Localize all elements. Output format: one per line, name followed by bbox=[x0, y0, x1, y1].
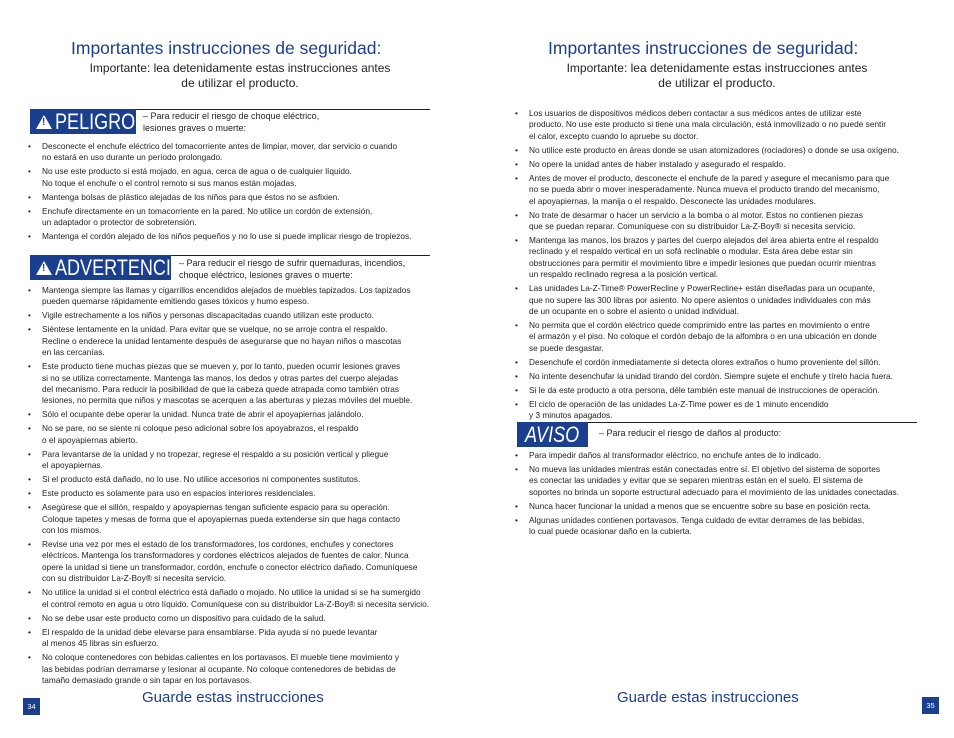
list-item: • Enchufe directamente en un tomacorriente en la pared. No utilice un cordón de extensión, un adaptador o protector de sobretensión. bbox=[26, 206, 456, 229]
page-subtitle: Importante: lea detenidamente estas instrucciones antes de utilizar el producto. bbox=[566, 61, 868, 90]
list-item: • Este producto tiene muchas piezas que se mueven y, por lo tanto, pueden ocurrir lesiones graves si no se utiliza correctamente. Mantenga las manos, los dedos y otras partes del cuerpo alejadas del mecanismo. Para reducir la posibilidad de que la cabeza quede atrapada como también otras lesiones, no permita que niños y mascotas se acerquen a las aberturas y piezas móviles del mueble. bbox=[26, 361, 456, 407]
list-item: • Si el producto está dañado, no lo use. No utilice accesorios ni componentes sustitutos. bbox=[26, 474, 456, 485]
aviso-list bbox=[513, 450, 933, 540]
list-item: • Revise una vez por mes el estado de los transformadores, los cordones, enchufes y conectores eléctricos. Mantenga los transformadores y cordones eléctricos alejados de fuentes de calor. Nunca opere la unidad si tiene un transformador, cordón, enchufe o conector eléctrico dañado. Comuníquese con su distribuidor La-Z-Boy® si necesita servicio. bbox=[26, 539, 456, 585]
list-item: • Si le da este producto a otra persona, déle también este manual de instrucciones de operación. bbox=[513, 385, 933, 396]
peligro-label: PELIGRO bbox=[55, 108, 136, 134]
aviso-label: AVISO bbox=[525, 421, 580, 447]
advertencia-note: – Para reducir el riesgo de sufrir quemaduras, incendios, choque eléctrico, lesiones graves o muerte: bbox=[179, 258, 406, 280]
list-item: • Vigile estrechamente a los niños y personas discapacitadas cuando utilizan este producto. bbox=[26, 310, 456, 321]
list-item: • Para impedir daños al transformador eléctrico, no enchufe antes de lo indicado. bbox=[513, 450, 933, 461]
list-item: • Siéntese lentamente en la unidad. Para evitar que se vuelque, no se arroje contra el respaldo. Recline o enderece la unidad lentamente después de asegurarse que no hayan niños o mascotas en las cercanías. bbox=[26, 324, 456, 358]
peligro-badge bbox=[30, 109, 136, 134]
list-item: • No utilice este producto en áreas donde se usan atomizadores (rociadores) o donde se usa oxígeno. bbox=[513, 145, 933, 156]
warning-icon: ! bbox=[36, 261, 52, 275]
aviso-note: – Para reducir el riesgo de daños al producto: bbox=[599, 428, 782, 438]
list-item: • No se debe usar este producto como un dispositivo para cuidado de la salud. bbox=[26, 613, 456, 624]
list-item: • No use este producto si está mojado, en agua, cerca de agua o de cualquier líquido. No toque el enchufe o el control remoto si sus manos están mojadas. bbox=[26, 166, 456, 189]
list-item: • Nunca hacer funcionar la unidad a menos que se encuentre sobre su base en posición recta. bbox=[513, 501, 933, 512]
footer-text: Guarde estas instrucciones bbox=[617, 689, 799, 706]
list-item: • Mantenga siempre las llamas y cigarrillos encendidos alejados de muebles tapizados. Los tapizados pueden quemarse rápidamente emitiendo gases tóxicos y humo espeso. bbox=[26, 285, 456, 308]
list-item: • Algunas unidades contienen portavasos. Tenga cuidado de evitar derrames de las bebidas, lo cual puede ocasionar daño en la cubierta. bbox=[513, 515, 933, 538]
list-item: • No se pare, no se siente ni coloque peso adicional sobre los apoyabrazos, el respaldo o el apoyapiernas abierto. bbox=[26, 423, 456, 446]
advertencia-label: ADVERTENCIA bbox=[55, 254, 183, 280]
list-item: • Sólo el ocupante debe operar la unidad. Nunca trate de abrir el apoyapiernas jalándolo. bbox=[26, 409, 456, 420]
list-item: • Mantenga las manos, los brazos y partes del cuerpo alejados del área abierta entre el respaldo reclinado y el respaldo vertical en un sofá reclinable o modular. Esta área debe estar sin obstrucciones para permitir el movimiento libre e impedir lesiones que puedan ocurrir mientras un respaldo reclinado regresa a la posición vertical. bbox=[513, 235, 933, 281]
list-item: • No mueva las unidades mientras están conectadas entre sí. El objetivo del sistema de soportes es conectar las unidades y evitar que se separen mientras están en el suelo. El sistema de soportes no brinda un soporte estructural adecuado para el movimiento de las unidades conectadas. bbox=[513, 464, 933, 498]
list-item: • Desconecte el enchufe eléctrico del tomacorriente antes de limpiar, mover, dar servicio o cuando no estará en uso durante un período prolongado. bbox=[26, 141, 456, 164]
list-item: • No intente desenchufar la unidad tirando del cordón. Siempre sujete el enchufe y tírelo hacia fuera. bbox=[513, 371, 933, 382]
list-item: • Mantenga el cordón alejado de los niños pequeños y no lo use si puede implicar riesgo de tropiezos. bbox=[26, 231, 456, 242]
right-list bbox=[513, 108, 933, 424]
aviso-badge bbox=[517, 422, 588, 447]
list-item: • No permita que el cordón eléctrico quede comprimido entre las partes en movimiento o entre el armazón y el piso. No coloque el cordón debajo de la alfombra o en una ubicación en donde se puede desgastar. bbox=[513, 320, 933, 354]
list-item: • No utilice la unidad si el control eléctrico está dañado o mojado. No utilice la unidad si se ha sumergido el control remoto en agua u otro líquido. Comuníquese con su distribuidor La-Z-Boy® si necesita servicio. bbox=[26, 587, 456, 610]
advertencia-list bbox=[26, 285, 456, 689]
advertencia-badge bbox=[30, 254, 183, 280]
list-item: • El respaldo de la unidad debe elevarse para ensamblarse. Pida ayuda si no puede levantar al menos 45 libras sin esfuerzo. bbox=[26, 627, 456, 650]
list-item: • No opere la unidad antes de haber instalado y asegurado el respaldo. bbox=[513, 159, 933, 170]
footer-text: Guarde estas instrucciones bbox=[142, 689, 324, 706]
list-item: • Los usuarios de dispositivos médicos deben contactar a sus médicos antes de utilizar este producto. No use este producto si tiene una mala circulación, está inmovilizado o no puede sentir el calor, excepto cuando lo apruebe su doctor. bbox=[513, 108, 933, 142]
list-item: • Para levantarse de la unidad y no tropezar, regrese el respaldo a su posición vertical y pliegue el apoyapiernas. bbox=[26, 449, 456, 472]
warning-icon: ! bbox=[36, 115, 52, 129]
page-title: Importantes instrucciones de seguridad: bbox=[548, 38, 859, 58]
page-number: 34 bbox=[23, 698, 40, 715]
peligro-list bbox=[26, 141, 456, 245]
page-subtitle: Importante: lea detenidamente estas instrucciones antes de utilizar el producto. bbox=[89, 61, 391, 90]
peligro-note: – Para reducir el riesgo de choque eléctrico, lesiones graves o muerte: bbox=[143, 111, 320, 133]
list-item: • Este producto es solamente para uso en espacios interiores residenciales. bbox=[26, 488, 456, 499]
page-title: Importantes instrucciones de seguridad: bbox=[71, 38, 382, 58]
list-item: • Las unidades La-Z-Time® PowerRecline y PowerRecline+ están diseñadas para un ocupante, que no supere las 300 libras por asiento. No opere asientos o unidades individuales con más de un ocupante en o sobre el asiento o unidad individual. bbox=[513, 283, 933, 317]
list-item: • El ciclo de operación de las unidades La-Z-Time power es de 1 minuto encendido y 3 minutos apagados. bbox=[513, 399, 933, 422]
right-page bbox=[477, 0, 954, 738]
list-item: • Antes de mover el producto, desconecte el enchufe de la pared y asegure el mecanismo para que no se pueda abrir o mover inesperadamente. Nunca mueva el producto tirando del mecanismo, el apoyapiernas, la manija o el respaldo. Desconecte las unidades modulares. bbox=[513, 173, 933, 207]
page-number: 35 bbox=[922, 697, 939, 714]
list-item: • Asegúrese que el sillón, respaldo y apoyapiernas tengan suficiente espacio para su operación. Coloque tapetes y mesas de forma que el apoyapiernas pueda extenderse sin que haga contacto con los mismos. bbox=[26, 502, 456, 536]
list-item: • Desenchufe el cordón inmediatamente si detecta olores extraños o humo proveniente del sillón. bbox=[513, 357, 933, 368]
list-item: • No trate de desarmar o hacer un servicio a la bomba o al motor. Estos no contienen piezas que se puedan reparar. Comuníquese con su distribuidor La-Z-Boy® si necesita servicio. bbox=[513, 210, 933, 233]
list-item: • No coloque contenedores con bebidas calientes en los portavasos. El mueble tiene movimiento y las bebidas podrían derramarse y lesionar al ocupante. No coloque contenedores de bebidas de tamaño demasiado grande o sin tapar en los portavasos. bbox=[26, 652, 456, 686]
list-item: • Mantenga bolsas de plástico alejadas de los niños para que éstos no se asfixien. bbox=[26, 192, 456, 203]
